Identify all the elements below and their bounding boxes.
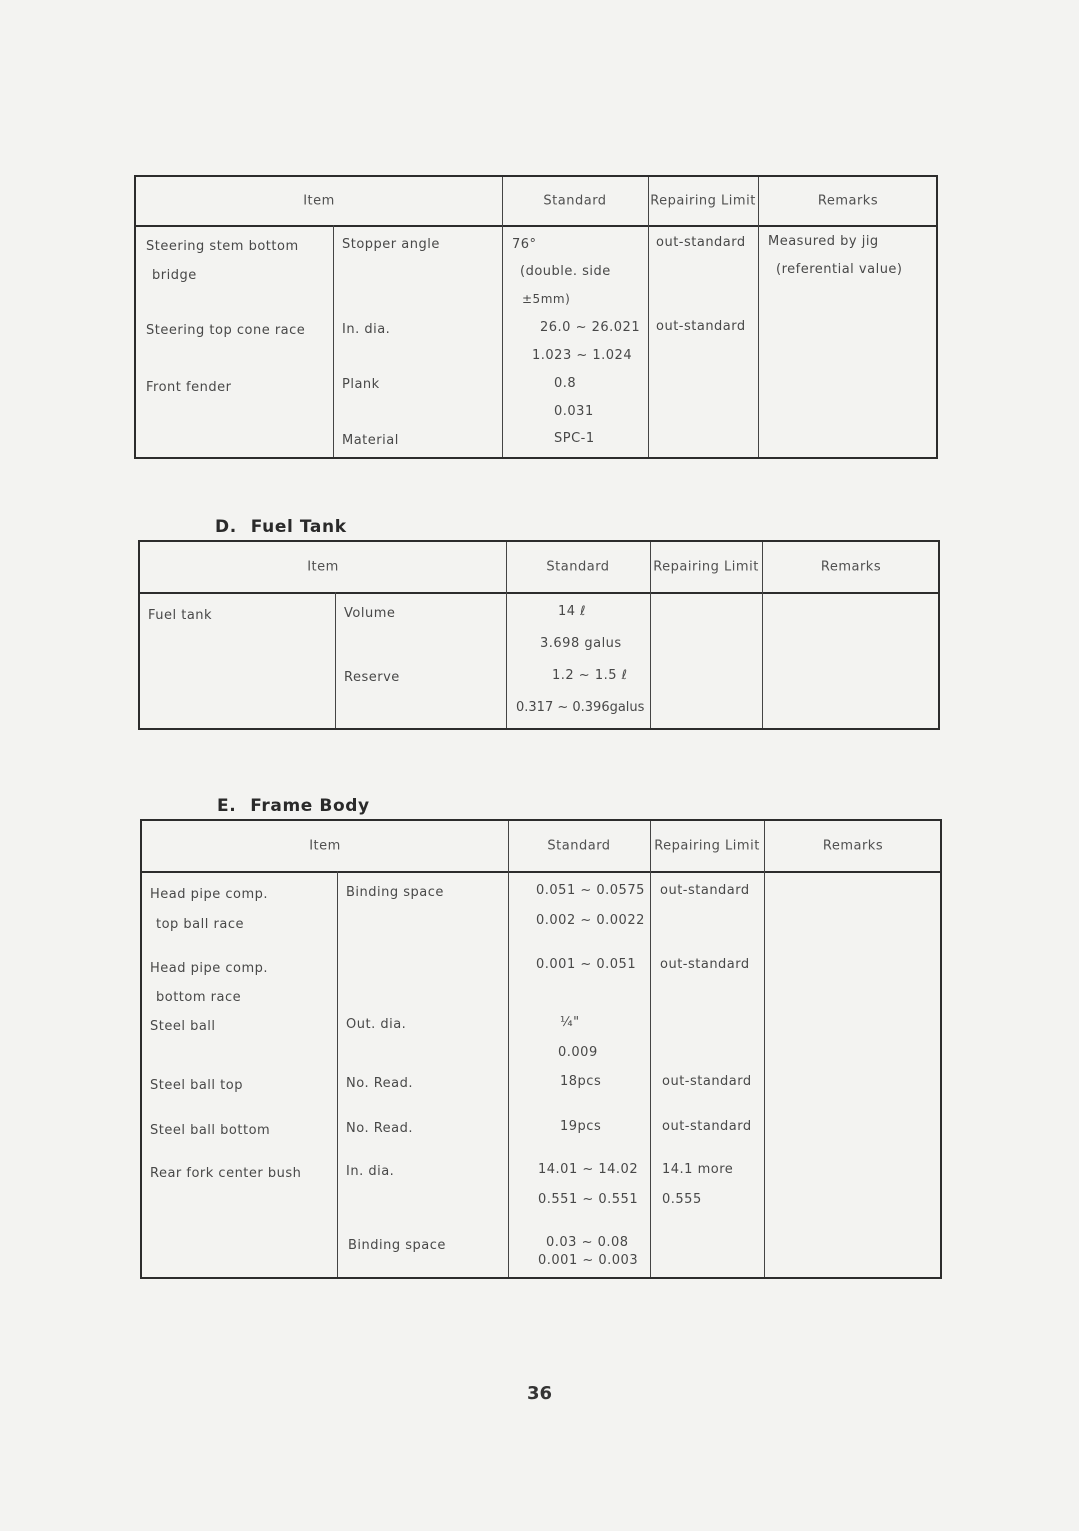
standard-cell: 0.001 ~ 0.003 (538, 1253, 639, 1268)
section-name: Fuel Tank (250, 517, 347, 537)
standard-cell: 1.023 ~ 1.024 (532, 348, 633, 363)
standard-cell: 0.002 ~ 0.0022 (536, 913, 645, 928)
column-divider (650, 821, 651, 1277)
standard-cell: 0.03 ~ 0.08 (546, 1235, 629, 1250)
column-divider (333, 225, 334, 457)
standard-cell: 1.2 ~ 1.5 ℓ (552, 668, 628, 683)
column-divider (335, 592, 336, 728)
header-standard: Standard (546, 559, 610, 575)
item-cell: Fuel tank (148, 608, 213, 623)
standard-cell: 0.051 ~ 0.0575 (536, 883, 645, 898)
sub-item-cell: Material (342, 433, 399, 448)
sub-item-cell: No. Read. (346, 1121, 414, 1136)
header-item: Item (309, 838, 341, 854)
item-cell: top ball race (156, 917, 244, 932)
header-remarks: Remarks (822, 838, 884, 854)
steering-table (134, 175, 938, 459)
item-cell: Head pipe comp. (150, 961, 269, 976)
standard-cell: 26.0 ~ 26.021 (540, 320, 641, 335)
header-remarks: Remarks (820, 559, 882, 575)
standard-cell: ±5mm) (522, 292, 571, 306)
standard-cell: 14 ℓ (558, 604, 587, 619)
column-divider (502, 177, 503, 457)
remarks-cell: (referential value) (776, 262, 903, 277)
fuel-tank-table (138, 540, 940, 730)
limit-cell: out-standard (660, 883, 750, 898)
section-title-fuel-tank (215, 517, 347, 537)
item-cell: Steering stem bottom (146, 239, 299, 254)
item-cell: Front fender (146, 380, 232, 395)
column-divider (337, 871, 338, 1277)
sub-item-cell: Volume (344, 606, 396, 621)
item-cell: Steel ball top (150, 1078, 243, 1093)
section-title-frame-body (217, 796, 370, 816)
sub-item-cell: No. Read. (346, 1076, 414, 1091)
sub-item-cell: Binding space (346, 885, 444, 900)
section-letter: D. (215, 517, 237, 537)
limit-cell: out-standard (660, 957, 750, 972)
standard-cell: 0.009 (558, 1045, 598, 1060)
item-cell: Steel ball bottom (150, 1123, 271, 1138)
header-item: Item (303, 193, 335, 209)
standard-cell: 0.551 ~ 0.551 (538, 1192, 639, 1207)
sub-item-cell: Reserve (344, 670, 400, 685)
header-repairing-limit: Repairing Limit (650, 193, 756, 209)
sub-item-cell: Binding space (348, 1238, 446, 1253)
limit-cell: out-standard (656, 319, 746, 334)
header-remarks: Remarks (817, 193, 879, 209)
limit-cell: out-standard (656, 235, 746, 250)
item-cell: bottom race (156, 990, 242, 1005)
page-number: 36 (526, 1383, 553, 1404)
sub-item-cell: Stopper angle (342, 237, 440, 252)
sub-item-cell: In. dia. (346, 1164, 395, 1179)
standard-cell: 14.01 ~ 14.02 (538, 1162, 639, 1177)
frame-body-table (140, 819, 942, 1279)
section-name: Frame Body (250, 796, 370, 816)
column-divider (506, 542, 507, 728)
standard-cell: 76° (512, 237, 537, 252)
section-letter: E. (217, 796, 237, 816)
limit-cell: out-standard (662, 1074, 752, 1089)
standard-cell: ¼" (560, 1015, 580, 1030)
standard-cell: 0.001 ~ 0.051 (536, 957, 637, 972)
table-header (142, 821, 940, 873)
limit-cell: out-standard (662, 1119, 752, 1134)
standard-cell: 0.031 (554, 404, 594, 419)
sub-item-cell: In. dia. (342, 322, 391, 337)
column-divider (762, 542, 763, 728)
column-divider (764, 821, 765, 1277)
header-repairing-limit: Repairing Limit (653, 559, 759, 575)
item-cell: Head pipe comp. (150, 887, 269, 902)
standard-cell: 18pcs (560, 1074, 602, 1089)
standard-cell: 19pcs (560, 1119, 602, 1134)
column-divider (650, 542, 651, 728)
column-divider (648, 177, 649, 457)
header-repairing-limit: Repairing Limit (654, 838, 760, 854)
standard-cell: (double. side (520, 264, 611, 279)
header-item: Item (307, 559, 339, 575)
limit-cell: 14.1 more (662, 1162, 734, 1177)
remarks-cell: Measured by jig (768, 234, 879, 249)
column-divider (508, 821, 509, 1277)
standard-cell: 3.698 galus (540, 636, 622, 651)
table-header (140, 542, 938, 594)
header-standard: Standard (547, 838, 611, 854)
standard-cell: SPC-1 (554, 431, 595, 446)
limit-cell: 0.555 (662, 1192, 702, 1207)
sub-item-cell: Out. dia. (346, 1017, 407, 1032)
item-cell: bridge (152, 268, 197, 283)
table-header (136, 177, 936, 227)
sub-item-cell: Plank (342, 377, 380, 392)
item-cell: Rear fork center bush (150, 1166, 302, 1181)
standard-cell: 0.317 ~ 0.396galus (516, 700, 645, 715)
item-cell: Steering top cone race (146, 323, 306, 338)
header-standard: Standard (543, 193, 607, 209)
item-cell: Steel ball (150, 1019, 216, 1034)
column-divider (758, 177, 759, 457)
standard-cell: 0.8 (554, 376, 577, 391)
